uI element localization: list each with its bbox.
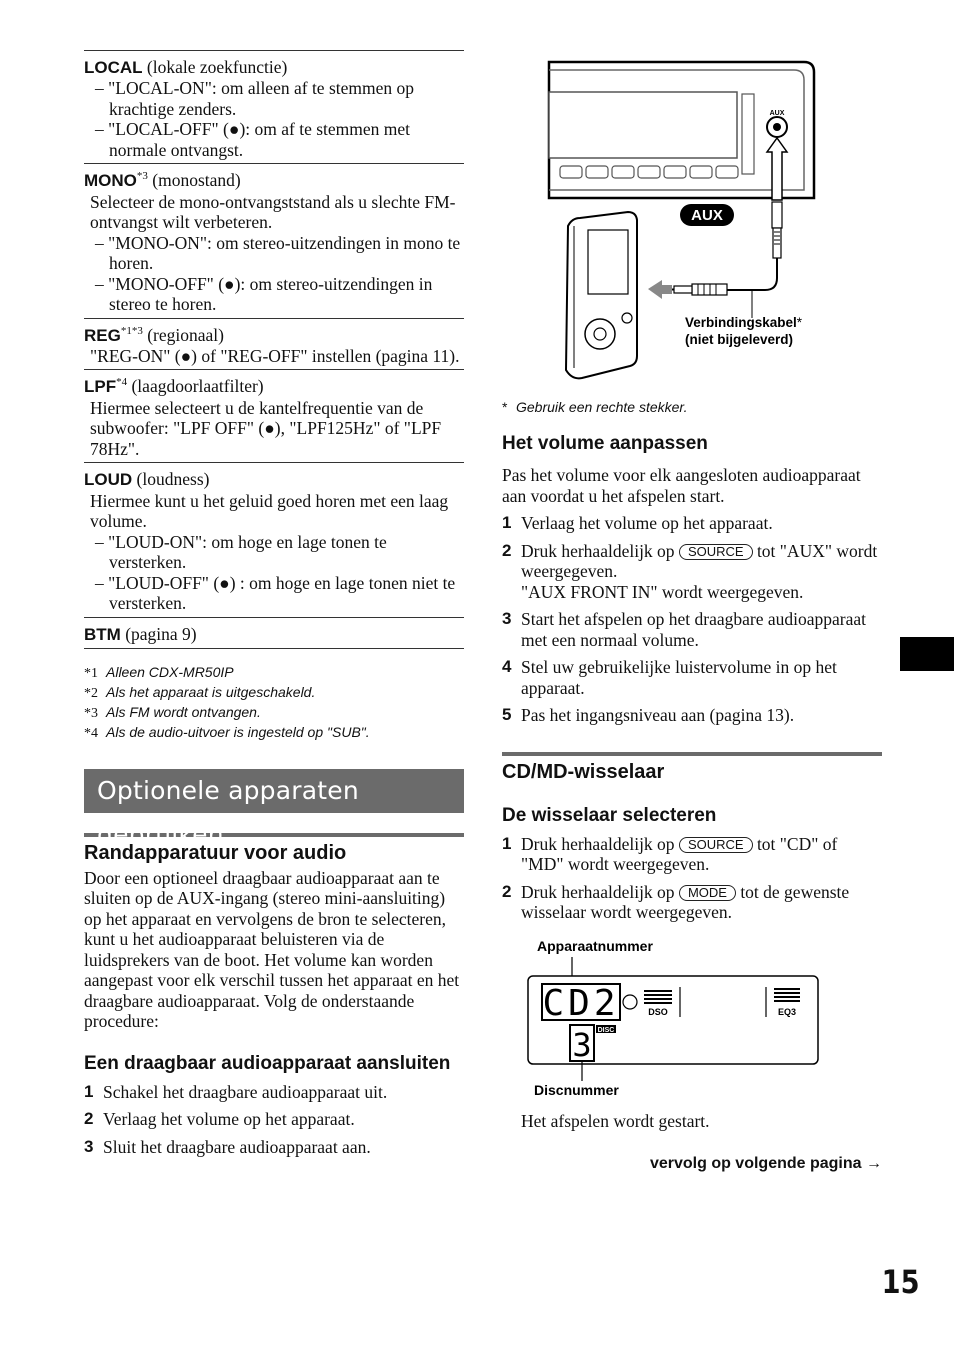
disc-tag: DISC — [597, 1026, 615, 1034]
setting-footnote-ref: *3 — [136, 170, 148, 183]
setting-option: – "MONO-ON": om stereo-uitzendingen in mono te horen. — [95, 232, 461, 274]
source-button: SOURCE — [679, 837, 753, 853]
setting-paren: (loudness) — [132, 469, 210, 490]
section-banner: Optionele apparaten gebruiken — [84, 769, 464, 813]
cable-label-note: (niet bijgeleverd) — [685, 332, 794, 347]
setting-description: Hiermee kunt u het geluid goed horen met een laag volume. — [90, 490, 449, 532]
source-button: SOURCE — [679, 544, 753, 560]
setting-paren: (laagdoorlaatfilter) — [127, 376, 264, 397]
changer-step: 1 Druk herhaaldelijk op SOURCE tot "CD" of "MD" wordt weergegeven. — [502, 833, 838, 874]
page-tab-marker — [900, 637, 954, 671]
setting-footnote-ref: *1*3 — [120, 324, 143, 337]
settings-list — [84, 50, 464, 649]
setting-name: LPF — [84, 377, 117, 397]
footnote: *4 Als de audio-uitvoer is ingesteld op "SUB". — [84, 723, 370, 741]
setting-option: – "LOCAL-OFF" (●): om af te stemmen met normale ontvangst. — [95, 119, 411, 160]
setting-entry-mono — [84, 163, 464, 317]
svg-text:AUX: AUX — [691, 207, 723, 224]
figure-footnote: * Gebruik een rechte stekker. — [502, 399, 688, 415]
setting-paren: (lokale zoekfunctie) — [142, 56, 288, 77]
setting-name: LOCAL — [84, 57, 143, 77]
setting-name: BTM — [84, 624, 121, 644]
setting-paren: (regionaal) — [142, 324, 224, 345]
dsd-tag: DSO — [648, 1006, 668, 1017]
setting-paren: (monostand) — [147, 170, 241, 191]
footnote: *2 Als het apparaat is uitgeschakeld. — [84, 683, 316, 701]
aux-connection-figure — [502, 50, 882, 380]
setting-paren: (pagina 9) — [120, 623, 197, 644]
connect-step: 2 Verlaag het volume op het apparaat. — [84, 1109, 355, 1130]
page-number: 15 — [882, 1263, 920, 1301]
setting-description: "REG-ON" (●) of "REG-OFF" instellen (pagina 11). — [90, 345, 460, 366]
setting-entry-reg — [84, 318, 464, 370]
display-disc-number: 3 — [572, 1025, 592, 1064]
setting-option: – "MONO-OFF" (●): om stereo-uitzendingen in stereo te horen. — [95, 273, 433, 315]
setting-entry-loud — [84, 462, 464, 616]
connect-step: 1 Schakel het draagbare audioapparaat uit. — [84, 1081, 388, 1102]
setting-footnote-ref: *4 — [116, 376, 128, 389]
changer-heading: CD/MD-wisselaar — [502, 752, 882, 784]
volume-step: 2 Druk herhaaldelijk op SOURCE tot "AUX" wordt weergegeven. "AUX FRONT IN" wordt weergegeven. — [502, 540, 878, 602]
setting-entry-btm — [84, 617, 464, 649]
setting-option: – "LOUD-ON": om hoge en lage tonen te versterken. — [95, 531, 387, 573]
changer-subheading: De wisselaar selecteren — [502, 804, 717, 826]
volume-heading: Het volume aanpassen — [502, 433, 708, 454]
setting-entry-local — [84, 50, 464, 163]
continued-note: vervolg op volgende pagina → — [649, 1155, 882, 1172]
setting-description: Selecteer de mono-ontvangststand als u slechte FM-ontvangst wilt verbeteren. — [90, 191, 456, 233]
volume-step: 1 Verlaag het volume op het apparaat. — [502, 513, 773, 533]
playback-started: Het afspelen wordt gestart. — [521, 1110, 710, 1131]
setting-description: Hiermee selecteert u de kantelfrequentie van de subwoofer: "LPF OFF" (●), "LPF125Hz" of "LPF 78Hz". — [90, 397, 442, 459]
aux-badge — [680, 204, 734, 226]
dsd-icon — [623, 995, 637, 1009]
cable-label: Verbindingskabel* — [685, 315, 803, 330]
volume-step: 5 Pas het ingangsniveau aan (pagina 13). — [502, 705, 795, 725]
connect-heading: Een draagbaar audioapparaat aansluiten — [84, 1052, 451, 1074]
volume-step: 4 Stel uw gebruikelijke luistervolume in op het apparaat. — [502, 657, 837, 698]
setting-option: – "LOUD-OFF" (●) : om hoge en lage tonen niet te versterken. — [95, 572, 456, 614]
volume-intro: Pas het volume voor elk aangesloten audioapparaat aan voordat u het afspelen start. — [502, 465, 861, 506]
footnotes — [84, 663, 464, 743]
setting-option: – "LOCAL-ON": om alleen af te stemmen op krachtige zenders. — [95, 78, 414, 119]
setting-entry-lpf — [84, 369, 464, 462]
display-main-text: CD2 — [542, 982, 620, 1024]
right-column — [502, 50, 882, 1173]
insert-arrow-icon — [648, 280, 672, 299]
footnote: *1 Alleen CDX-MR50IP — [84, 663, 234, 681]
disc-number-label: Discnummer — [534, 1081, 619, 1098]
footnote: *3 Als FM wordt ontvangen. — [84, 703, 261, 721]
aux-port-label: AUX — [769, 110, 785, 117]
changer-display-figure — [502, 931, 882, 1101]
connect-step: 3 Sluit het draagbare audioapparaat aan. — [84, 1136, 371, 1157]
portable-player-illustration — [566, 212, 637, 378]
aux-intro: Door een optioneel draagbaar audioapparaat aan te sluiten op de AUX-ingang (stereo mini-aansluiting) op het apparaat en vervolgens de bron te selecteren, kunt u het audioapparaat beluisteren via de luidsprekers van de boot. Het volume kan worden aangepast voor elk verschil tussen het apparaat en het draagbare audioapparaat. Volg de onderstaande procedure: — [84, 867, 460, 1032]
volume-step: 3 Start het afspelen op het draagbare audioapparaat met een normaal volume. — [502, 609, 866, 650]
setting-name: REG — [84, 325, 121, 345]
changer-step: 2 Druk herhaaldelijk op MODE tot de gewenste wisselaar wordt weergegeven. — [502, 881, 850, 922]
mode-button: MODE — [679, 885, 736, 901]
eq-tag: EQ3 — [777, 1006, 797, 1017]
unit-number-label: Apparaatnummer — [537, 937, 653, 954]
left-column — [84, 50, 464, 1157]
aux-heading: Randapparatuur voor audio — [84, 833, 464, 865]
setting-name: LOUD — [84, 470, 133, 490]
setting-name: MONO — [84, 171, 137, 191]
